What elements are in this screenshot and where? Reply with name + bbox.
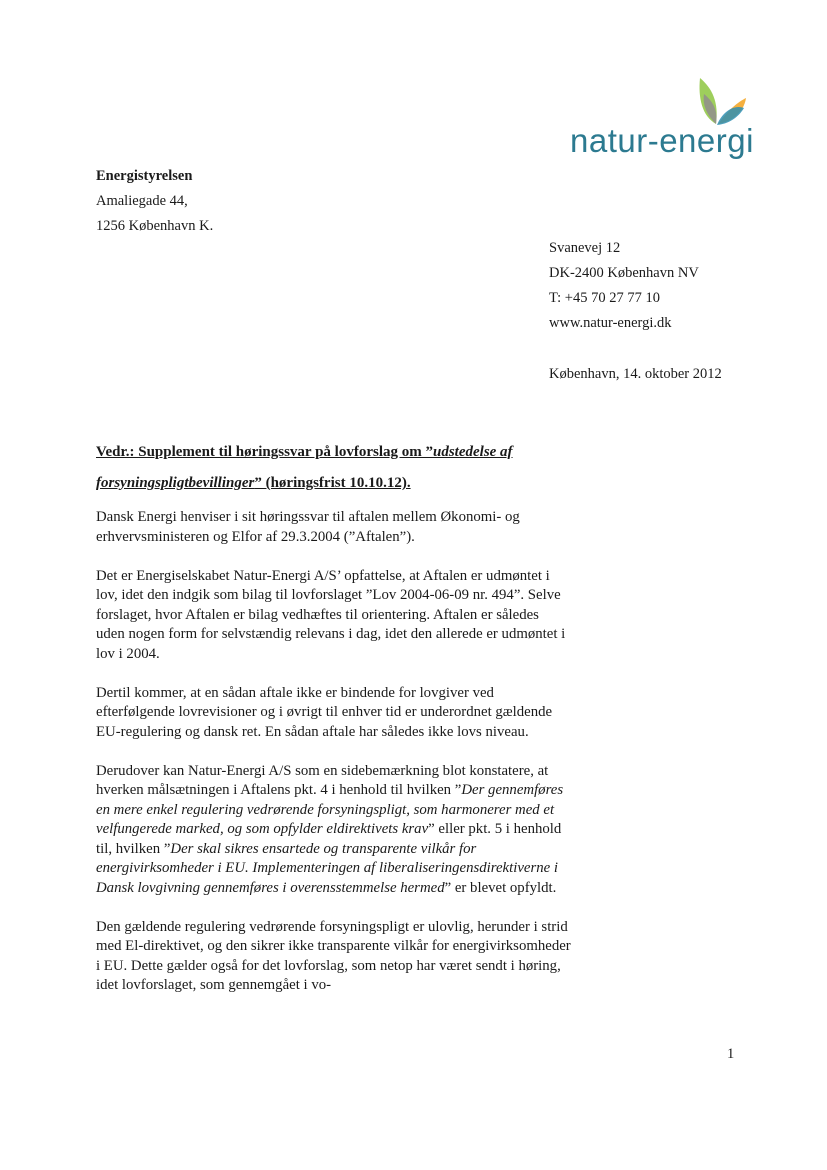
sender-address (549, 236, 699, 336)
paragraph-2: Det er Energiselskabet Natur-Energi A/S’ opfattelse, at Aftalen er udmøntet i lov, idet den indgik som bilag til lovforslaget ”Lov 2004-06-09 nr. 494”. Selve forslaget, hvor Aftalen er bilag vedhæftes til orientering. Aftalen er således uden nogen form for selvstændig relevans i dag, idet den allerede er udmøntet i lov i 2004. (96, 567, 566, 662)
paragraph-4 (96, 762, 571, 899)
p4-quote-2: Der skal sikres ensartede og transparente vilkår for energivirksomheder i EU. Implementeringen af liberaliseringensdirektiverne i Dansk lovgivning gennemføres i overensstemmelse hermed (96, 840, 559, 896)
paragraph-3: Dertil kommer, at en sådan aftale ikke er bindende for lovgiver ved efterfølgende lovrevisioner og i øvrigt til enhver tid er underordnet gældende EU-regulering og dansk ret. En sådan aftale har således ikke lovs niveau. (96, 684, 553, 740)
p4-text-a: Derudover kan Natur-Energi A/S som en sidebemærkning blot konstatere, at hverken målsætningen i Aftalens pkt. 4 i henhold til hvilken ” (96, 762, 549, 798)
subject-part2: ” (høringsfrist 10.10.12). (254, 475, 411, 491)
recipient-street: Amaliegade 44, (96, 193, 188, 209)
letter-date: København, 14. oktober 2012 (549, 366, 722, 382)
subject-italic: udstedelse af forsyningspligtbevillinger (96, 444, 513, 491)
paragraph-1: Dansk Energi henviser i sit høringssvar til aftalen mellem Økonomi- og erhvervsministeren og Elfor af 29.3.2004 (”Aftalen”). (96, 509, 520, 545)
recipient-city: 1256 København K. (96, 218, 214, 234)
letter-body (96, 508, 571, 1015)
recipient-address (96, 164, 213, 239)
sender-city: DK-2400 København NV (549, 265, 699, 281)
logo-text: natur-energi (570, 122, 754, 159)
sender-street: Svanevej 12 (549, 240, 621, 256)
paragraph-5: Den gældende regulering vedrørende forsyningspligt er ulovlig, herunder i strid med El-direktivet, og den sikrer ikke transparente vilkår for energivirksomheder i EU. Dette gælder også for det lovforslag, som netop har været sendt i høring, idet lovforslaget, som gennemgået i vo- (96, 918, 571, 993)
leaf-icon (688, 72, 748, 127)
sender-phone: T: +45 70 27 77 10 (549, 290, 660, 306)
p4-text-b: ” eller pkt. 5 i henhold til, hvilken ” (96, 821, 562, 857)
subject-line (96, 437, 566, 499)
company-logo (570, 72, 760, 167)
p4-quote-1: Der gennemføres en mere enkel regulering vedrørende forsyningspligt, som harmonerer med et velfungerede marked, og som opfylder eldirektivets krav (96, 782, 564, 837)
page-number: 1 (727, 1046, 735, 1062)
subject-part1: Vedr.: Supplement til høringssvar på lovforslag om ” (96, 444, 433, 460)
recipient-name: Energistyrelsen (96, 168, 193, 184)
p4-text-c: ” er blevet opfyldt. (444, 879, 557, 896)
sender-web: www.natur-energi.dk (549, 315, 672, 331)
